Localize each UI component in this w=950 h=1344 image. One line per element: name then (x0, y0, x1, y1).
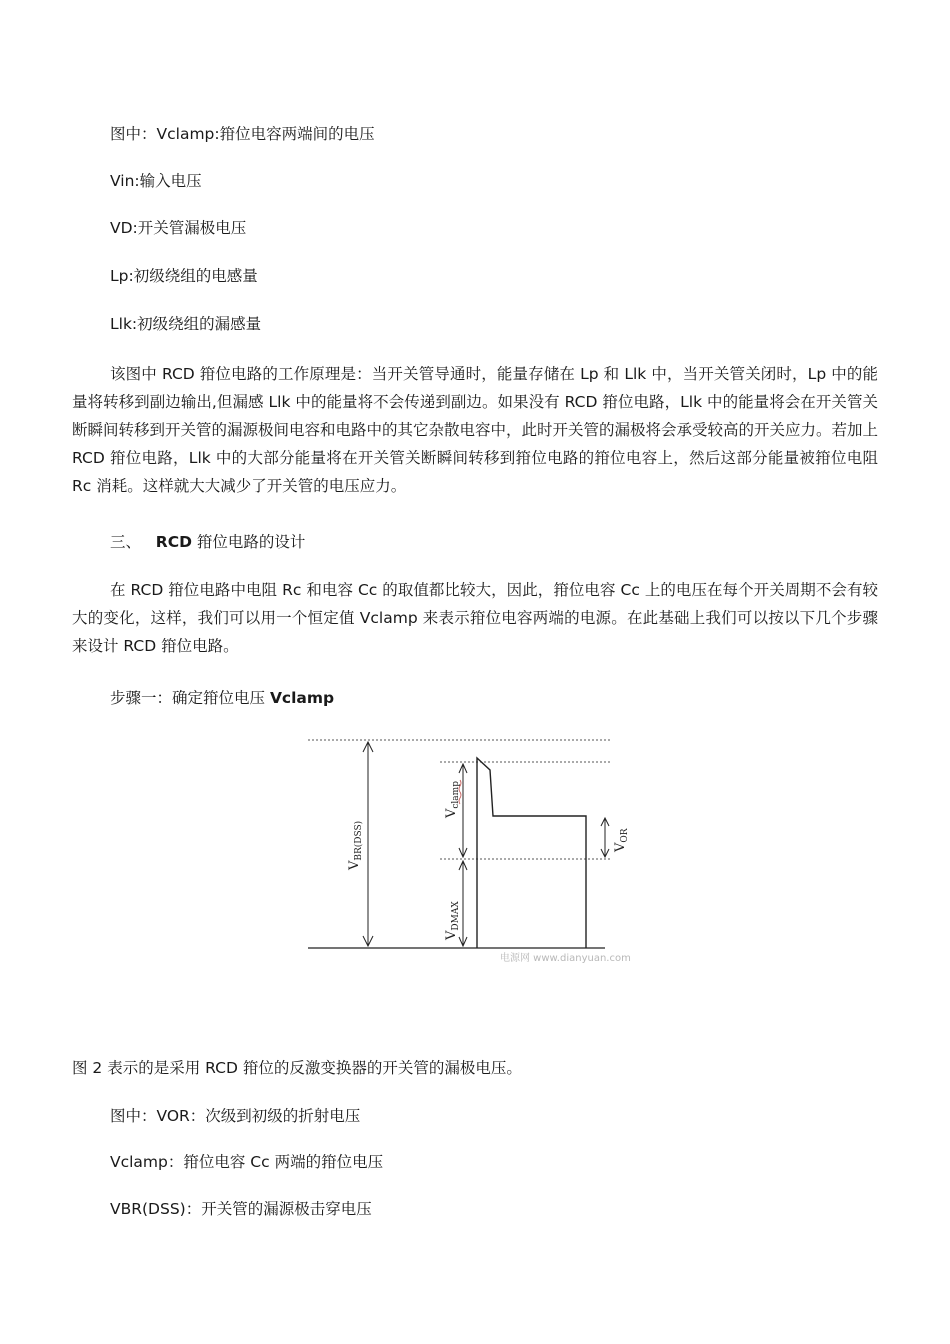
figure-watermark: 电源网 www.dianyuan.com (500, 953, 631, 964)
def-desc: :箝位电容两端间的电压 (214, 125, 375, 143)
section-bold: RCD (155, 533, 192, 551)
label-vbr-dss: $V_{BR(DSS)}$ (347, 820, 364, 870)
label-vor: $V_{OR}$ (613, 828, 630, 852)
def-lp: Lp:初级绕组的电感量 (110, 267, 258, 285)
drain-waveform (477, 758, 586, 948)
figure-caption: 图 2 表示的是采用 RCD 箝位的反激变换器的开关管的漏极电压。 (72, 1059, 522, 1077)
step-bold: Vclamp (269, 689, 335, 707)
section-heading (110, 532, 305, 552)
step-prefix: 步骤一：确定箝位电压 (110, 689, 270, 707)
principle-paragraph: 该图中 RCD 箝位电路的工作原理是：当开关管导通时，能量存储在 Lp 和 Llk 中，当开关管关闭时，Lp 中的能量将转移到副边输出,但漏感 Llk 中的能量将不会传递到副边。如果没有 RCD 箝位电路，Llk 中的能量将会在开关管关断瞬间转移到开关管的漏源极间电容和电路中的其它杂散电容中，此时开关管的漏极将会承受较高的开关应力。若加上 RCD 箝位电路，Llk 中的大部分能量将在开关管关断瞬间转移到箝位电路的箝位电容上，然后这部分能量被箝位电阻 Rc 消耗。这样就大大减少了开关管的电压应力。 (72, 365, 879, 495)
def-vin: Vin:输入电压 (110, 172, 202, 190)
def-llk: Llk:初级绕组的漏感量 (110, 315, 262, 333)
section-number: 三、 (110, 533, 142, 551)
section-title: 箝位电路的设计 (196, 533, 306, 551)
step-one-heading (110, 688, 334, 708)
design-paragraph: 在 RCD 箝位电路中电阻 Rc 和电容 Cc 的取值都比较大，因此，箝位电容 Cc 上的电压在每个开关周期不会有较大的变化，这样，我们可以用一个恒定值 Vclamp 来表示箝位电容两端的电源。在此基础上我们可以按以下几个步骤来设计 RCD 箝位电路。 (72, 581, 878, 655)
def-vbr-dss: VBR(DSS)：开关管的漏源极击穿电压 (110, 1200, 372, 1218)
label-vdmax: $V_{DMAX}$ (444, 901, 461, 940)
def-prefix: 图中： (110, 125, 157, 143)
drain-voltage-figure (300, 730, 660, 970)
def-vd: VD:开关管漏极电压 (110, 219, 247, 237)
def-vclamp-2: Vclamp：箝位电容 Cc 两端的箝位电压 (110, 1153, 384, 1171)
label-vclamp: $V_{clamp}$ (444, 781, 461, 818)
def-vclamp (110, 124, 375, 144)
def-vor: 图中：VOR：次级到初级的折射电压 (110, 1107, 361, 1125)
def-term: Vclamp (156, 125, 215, 143)
